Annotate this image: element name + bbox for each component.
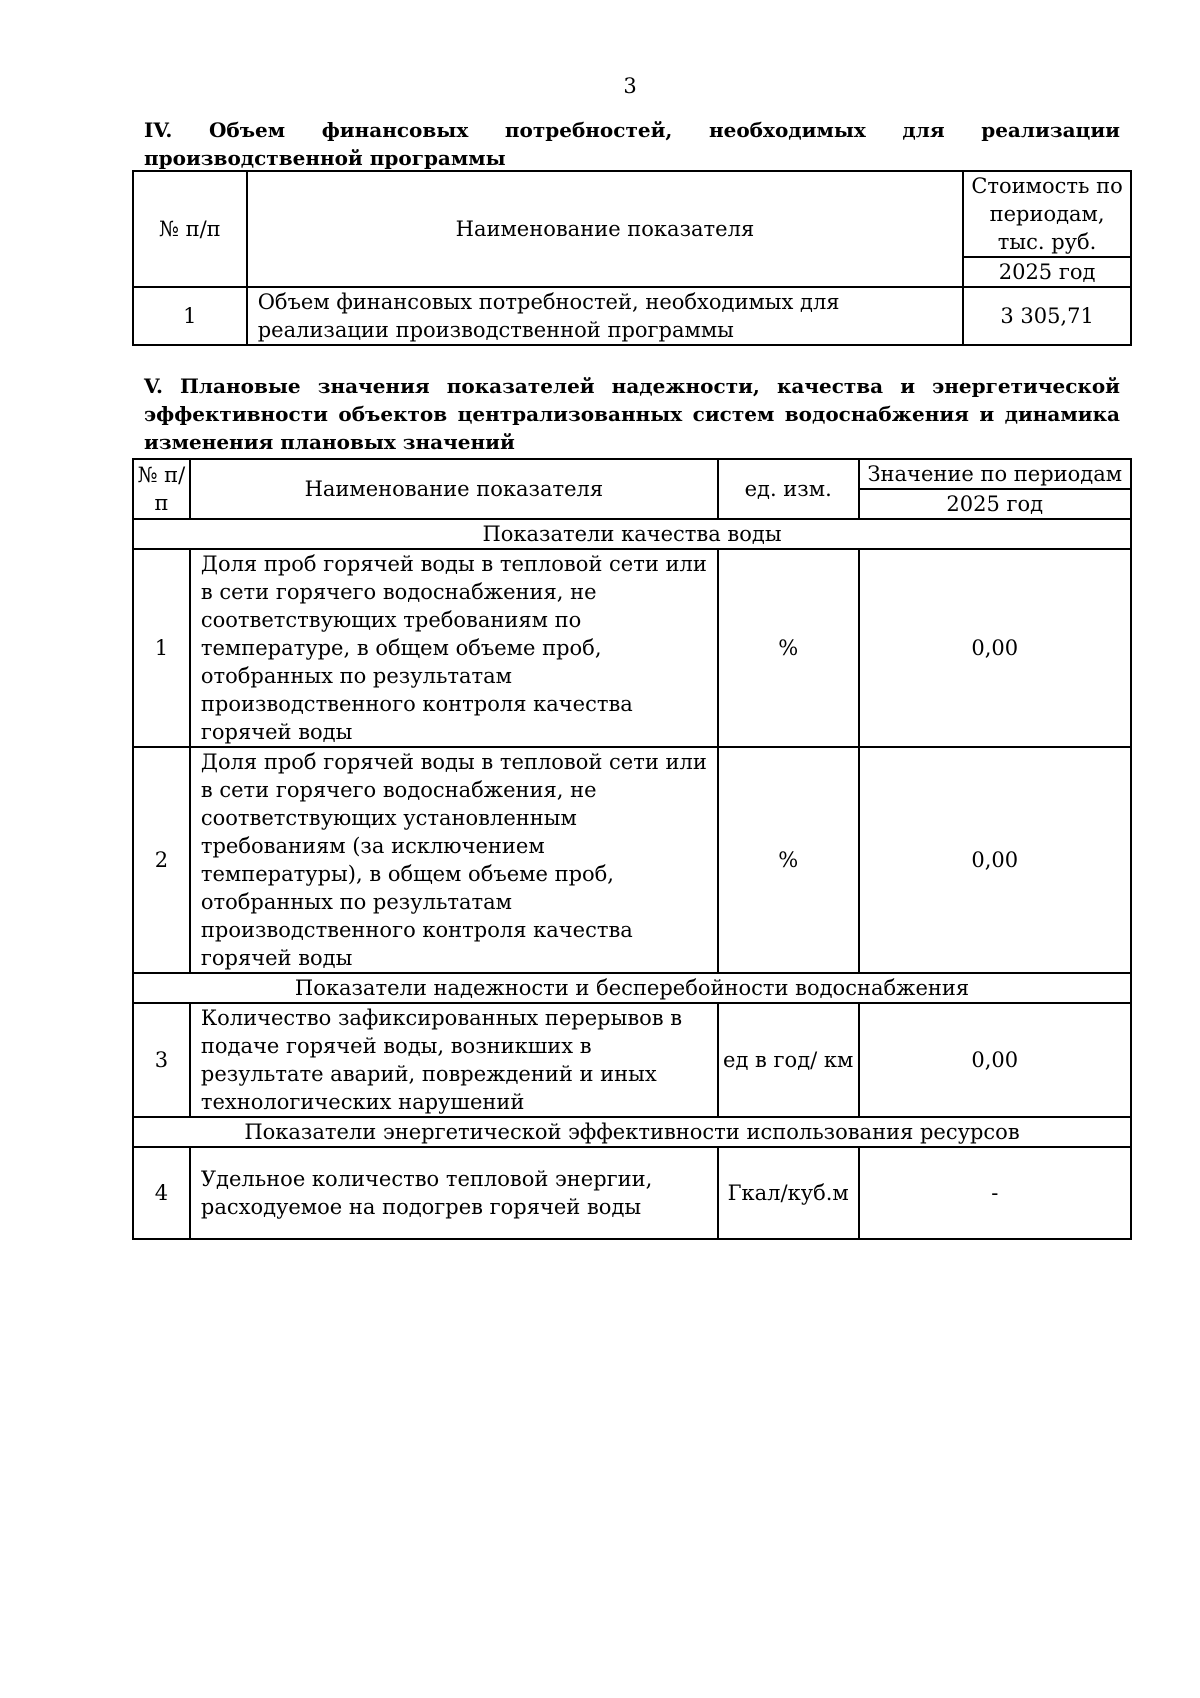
- financial-needs-table: [132, 170, 1132, 346]
- row-value: 0,00: [859, 1003, 1131, 1117]
- row-unit: %: [718, 549, 859, 747]
- row-num: 4: [133, 1147, 190, 1239]
- section-v-heading: V. Плановые значения показателей надежности, качества и энергетической эффективности объектов централизованных систем водоснабжения и динамика изменения плановых значений: [144, 374, 1120, 454]
- row-num: 2: [133, 747, 190, 973]
- header-name: Наименование показателя: [190, 459, 718, 519]
- row-value: -: [859, 1147, 1131, 1239]
- row-num: 3: [133, 1003, 190, 1117]
- group-row: [133, 519, 1131, 549]
- header-num: № п/п: [133, 459, 190, 519]
- row-value: 0,00: [859, 747, 1131, 973]
- row-name: Объем финансовых потребностей, необходимых для реализации производственной программы: [247, 287, 963, 345]
- header-num: № п/п: [133, 171, 247, 287]
- table-row: [133, 549, 1131, 747]
- header-unit: ед. изм.: [718, 459, 859, 519]
- row-unit: Гкал/куб.м: [718, 1147, 859, 1239]
- group-title: Показатели надежности и бесперебойности водоснабжения: [133, 973, 1131, 1003]
- row-name: Доля проб горячей воды в тепловой сети или в сети горячего водоснабжения, не соответствующих требованиям по температуре, в общем объеме проб, отобранных по результатам производственного контроля качества горячей воды: [190, 549, 718, 747]
- row-unit: %: [718, 747, 859, 973]
- section-iv-heading: IV. Объем финансовых потребностей, необходимых для реализации производственной программы: [144, 118, 1120, 170]
- row-name: Удельное количество тепловой энергии, расходуемое на подогрев горячей воды: [190, 1147, 718, 1239]
- row-name: Количество зафиксированных перерывов в подаче горячей воды, возникших в результате аварий, повреждений и иных технологических нарушений: [190, 1003, 718, 1117]
- header-cost: Стоимость по периодам, тыс. руб.: [963, 171, 1131, 257]
- row-unit: ед в год/ км: [718, 1003, 859, 1117]
- header-year: 2025 год: [963, 257, 1131, 287]
- table-row: [133, 1003, 1131, 1117]
- header-name: Наименование показателя: [247, 171, 963, 287]
- row-num: 1: [133, 287, 247, 345]
- indicators-table: [132, 458, 1132, 1240]
- page-number: 3: [623, 74, 637, 98]
- header-year: 2025 год: [859, 489, 1131, 519]
- group-row: [133, 1117, 1131, 1147]
- group-title: Показатели качества воды: [133, 519, 1131, 549]
- row-value: 3 305,71: [963, 287, 1131, 345]
- group-title: Показатели энергетической эффективности использования ресурсов: [133, 1117, 1131, 1147]
- row-name: Доля проб горячей воды в тепловой сети или в сети горячего водоснабжения, не соответствующих установленным требованиям (за исключением температуры), в общем объеме проб, отобранных по результатам производственного контроля качества горячей воды: [190, 747, 718, 973]
- header-values: Значение по периодам: [859, 459, 1131, 489]
- group-row: [133, 973, 1131, 1003]
- row-num: 1: [133, 549, 190, 747]
- row-value: 0,00: [859, 549, 1131, 747]
- table-row: [133, 747, 1131, 973]
- table-row: [133, 1147, 1131, 1239]
